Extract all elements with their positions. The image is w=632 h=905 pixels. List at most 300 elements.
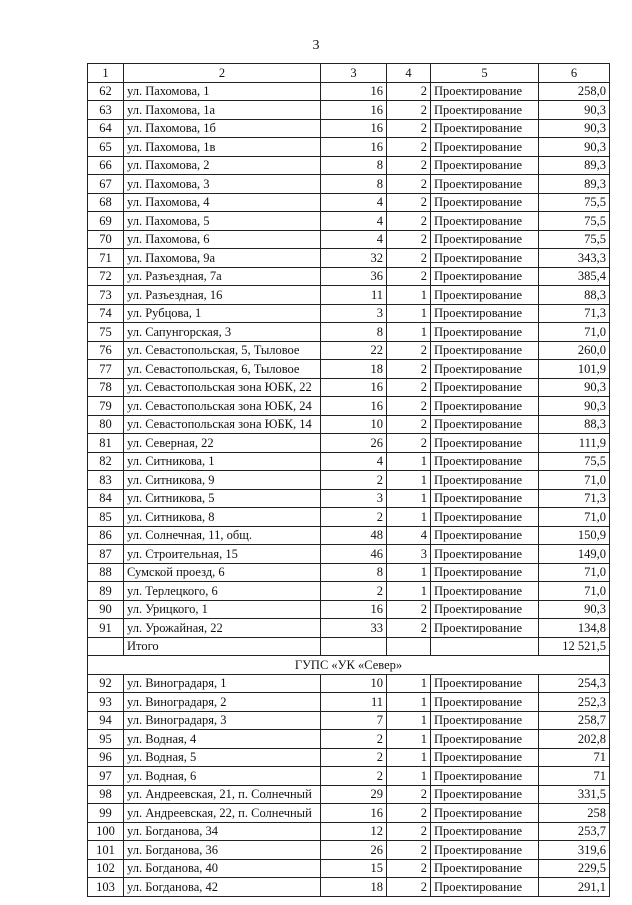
table-cell: ул. Богданова, 42 <box>124 878 321 897</box>
table-cell: 78 <box>88 378 124 397</box>
table-cell: 83 <box>88 471 124 490</box>
table-cell: 71,0 <box>539 508 610 527</box>
table-cell: 16 <box>321 378 387 397</box>
table-cell: 89 <box>88 582 124 601</box>
table-cell: 4 <box>321 452 387 471</box>
table-cell <box>387 637 431 656</box>
table-row <box>88 785 610 804</box>
table-cell: ул. Богданова, 34 <box>124 822 321 841</box>
table-cell: Проектирование <box>431 138 539 157</box>
table-cell: 1 <box>387 471 431 490</box>
table-cell: 32 <box>321 249 387 268</box>
table-cell: 2 <box>387 212 431 231</box>
table-cell: 2 <box>321 508 387 527</box>
table-row <box>88 212 610 231</box>
table-cell: Проектирование <box>431 619 539 638</box>
table-cell: 70 <box>88 230 124 249</box>
table-row <box>88 138 610 157</box>
table-cell: 88,3 <box>539 286 610 305</box>
table-cell: Проектирование <box>431 878 539 897</box>
table-cell: 101,9 <box>539 360 610 379</box>
table-cell: 85 <box>88 508 124 527</box>
table-cell: ул. Пахомова, 1а <box>124 101 321 120</box>
table-cell: 10 <box>321 674 387 693</box>
table-cell: 26 <box>321 434 387 453</box>
table-cell: Проектирование <box>431 304 539 323</box>
table-cell: 2 <box>387 804 431 823</box>
table-cell: ул. Водная, 4 <box>124 730 321 749</box>
table-cell: ул. Андреевская, 22, п. Солнечный <box>124 804 321 823</box>
table-cell: 2 <box>321 471 387 490</box>
table-cell: 36 <box>321 267 387 286</box>
table-row <box>88 101 610 120</box>
table-cell: 2 <box>387 841 431 860</box>
table-cell: 2 <box>387 378 431 397</box>
column-header: 3 <box>321 64 387 83</box>
table-cell: ул. Пахомова, 1 <box>124 82 321 101</box>
table-row <box>88 415 610 434</box>
table-cell: Проектирование <box>431 360 539 379</box>
table-cell: 111,9 <box>539 434 610 453</box>
table-cell: 96 <box>88 748 124 767</box>
table-cell: Проектирование <box>431 508 539 527</box>
table-row <box>88 304 610 323</box>
table-cell: 3 <box>321 304 387 323</box>
table-cell: Проектирование <box>431 82 539 101</box>
table-cell: 1 <box>387 286 431 305</box>
table-cell: 66 <box>88 156 124 175</box>
total-value: 12 521,5 <box>539 637 610 656</box>
table-cell: ул. Разъездная, 7а <box>124 267 321 286</box>
table-cell: 101 <box>88 841 124 860</box>
table-cell: 71 <box>539 748 610 767</box>
table-row <box>88 563 610 582</box>
table-cell: 91 <box>88 619 124 638</box>
table-cell: Проектирование <box>431 175 539 194</box>
table-cell: Проектирование <box>431 434 539 453</box>
table-cell: 8 <box>321 156 387 175</box>
table-cell: 2 <box>387 267 431 286</box>
table-row <box>88 193 610 212</box>
table-cell: 2 <box>387 822 431 841</box>
table-cell: 103 <box>88 878 124 897</box>
table-cell: 12 <box>321 822 387 841</box>
table-cell: 62 <box>88 82 124 101</box>
table-cell: 7 <box>321 711 387 730</box>
table-cell: 75,5 <box>539 230 610 249</box>
table-cell: Проектирование <box>431 711 539 730</box>
total-row <box>88 637 610 656</box>
table-cell: ул. Виноградаря, 3 <box>124 711 321 730</box>
column-header: 6 <box>539 64 610 83</box>
table-cell: Проектирование <box>431 471 539 490</box>
table-cell: ул. Ситникова, 1 <box>124 452 321 471</box>
table-cell: ул. Пахомова, 3 <box>124 175 321 194</box>
table-cell: ул. Сапунгорская, 3 <box>124 323 321 342</box>
table-cell: 46 <box>321 545 387 564</box>
table-cell: 2 <box>387 397 431 416</box>
table-cell: 90 <box>88 600 124 619</box>
table-cell: 2 <box>321 730 387 749</box>
table-cell: Проектирование <box>431 859 539 878</box>
table-cell: 90,3 <box>539 119 610 138</box>
table-cell: Сумской проезд, 6 <box>124 563 321 582</box>
table-cell: 100 <box>88 822 124 841</box>
table-cell: 90,3 <box>539 397 610 416</box>
table-cell: 2 <box>387 600 431 619</box>
table-cell: Проектирование <box>431 378 539 397</box>
table-cell: ул. Солнечная, 11, общ. <box>124 526 321 545</box>
table-cell: 63 <box>88 101 124 120</box>
column-header: 4 <box>387 64 431 83</box>
table-cell: 75,5 <box>539 193 610 212</box>
table-row <box>88 545 610 564</box>
table-cell: 71,3 <box>539 304 610 323</box>
table-cell: 2 <box>387 859 431 878</box>
table-cell: ул. Урожайная, 22 <box>124 619 321 638</box>
table-cell: 74 <box>88 304 124 323</box>
table-cell: 1 <box>387 748 431 767</box>
table-cell: 29 <box>321 785 387 804</box>
table-cell: 90,3 <box>539 138 610 157</box>
table-cell: 71,3 <box>539 489 610 508</box>
table-cell: 2 <box>387 193 431 212</box>
table-row <box>88 156 610 175</box>
table-row <box>88 767 610 786</box>
table-cell: 92 <box>88 674 124 693</box>
table-cell: ул. Рубцова, 1 <box>124 304 321 323</box>
table-row <box>88 267 610 286</box>
table-cell: 385,4 <box>539 267 610 286</box>
table-cell: 2 <box>387 878 431 897</box>
table-cell: 2 <box>387 119 431 138</box>
table-body <box>88 64 610 897</box>
table-cell: 71 <box>88 249 124 268</box>
table-cell: Проектирование <box>431 804 539 823</box>
table-cell: 1 <box>387 508 431 527</box>
table-cell: 73 <box>88 286 124 305</box>
table-row <box>88 508 610 527</box>
table-cell: 81 <box>88 434 124 453</box>
table-cell: Проектирование <box>431 452 539 471</box>
table-cell: 2 <box>387 619 431 638</box>
table-cell: Проектирование <box>431 323 539 342</box>
table-cell: Проектирование <box>431 582 539 601</box>
table-cell: 2 <box>387 230 431 249</box>
table-cell: 82 <box>88 452 124 471</box>
table-cell: 252,3 <box>539 693 610 712</box>
table-cell: 75,5 <box>539 452 610 471</box>
table-row <box>88 693 610 712</box>
table-cell: 15 <box>321 859 387 878</box>
table-cell: Проектирование <box>431 101 539 120</box>
table-cell: Проектирование <box>431 212 539 231</box>
table-cell: Проектирование <box>431 526 539 545</box>
table-cell: 48 <box>321 526 387 545</box>
table-cell: 90,3 <box>539 378 610 397</box>
table-cell: 71,0 <box>539 471 610 490</box>
table-cell: ул. Терлецкого, 6 <box>124 582 321 601</box>
table-cell: 2 <box>387 82 431 101</box>
table-cell: Проектирование <box>431 489 539 508</box>
table-cell: 97 <box>88 767 124 786</box>
table-cell: 26 <box>321 841 387 860</box>
table-cell: Проектирование <box>431 119 539 138</box>
table-row <box>88 323 610 342</box>
table-cell: 90,3 <box>539 600 610 619</box>
table-cell: ул. Виноградаря, 2 <box>124 693 321 712</box>
table-cell: ул. Севастопольская зона ЮБК, 24 <box>124 397 321 416</box>
table-cell: 16 <box>321 600 387 619</box>
table-cell: Проектирование <box>431 415 539 434</box>
table-cell: ул. Севастопольская зона ЮБК, 22 <box>124 378 321 397</box>
table-cell: ул. Пахомова, 4 <box>124 193 321 212</box>
table-row <box>88 619 610 638</box>
table-cell: 22 <box>321 341 387 360</box>
table-row <box>88 526 610 545</box>
table-cell: 88,3 <box>539 415 610 434</box>
table-cell: Проектирование <box>431 822 539 841</box>
table-cell: 258,0 <box>539 82 610 101</box>
table-cell: 16 <box>321 138 387 157</box>
table-cell: 8 <box>321 323 387 342</box>
table-cell: 2 <box>387 175 431 194</box>
table-row <box>88 230 610 249</box>
table-cell: 2 <box>387 360 431 379</box>
table-cell: 71,0 <box>539 582 610 601</box>
table-cell <box>431 637 539 656</box>
table-cell: 71,0 <box>539 323 610 342</box>
table-cell: 1 <box>387 693 431 712</box>
table-cell: 1 <box>387 730 431 749</box>
table-row <box>88 175 610 194</box>
table-cell: 71 <box>539 767 610 786</box>
table-cell: 65 <box>88 138 124 157</box>
table-cell: 67 <box>88 175 124 194</box>
table-cell: 1 <box>387 674 431 693</box>
table-cell: 2 <box>387 101 431 120</box>
table-cell: 1 <box>387 563 431 582</box>
table-cell: 2 <box>387 138 431 157</box>
table-cell: ул. Ситникова, 9 <box>124 471 321 490</box>
table-cell: 2 <box>387 249 431 268</box>
table-cell: ул. Урицкого, 1 <box>124 600 321 619</box>
table-cell: 4 <box>321 212 387 231</box>
column-header: 2 <box>124 64 321 83</box>
table-cell: 89,3 <box>539 156 610 175</box>
table-cell: 80 <box>88 415 124 434</box>
table-cell: 2 <box>321 582 387 601</box>
table-cell: 1 <box>387 767 431 786</box>
table-cell: ул. Пахомова, 9а <box>124 249 321 268</box>
table-cell: 253,7 <box>539 822 610 841</box>
table-cell: Проектирование <box>431 767 539 786</box>
table-cell: Проектирование <box>431 563 539 582</box>
table-cell: 258 <box>539 804 610 823</box>
table-row <box>88 841 610 860</box>
table-cell: ул. Виноградаря, 1 <box>124 674 321 693</box>
table-cell: 2 <box>387 415 431 434</box>
table-cell: 254,3 <box>539 674 610 693</box>
table-cell: 1 <box>387 452 431 471</box>
table-row <box>88 582 610 601</box>
table-cell: 75,5 <box>539 212 610 231</box>
table-cell: 10 <box>321 415 387 434</box>
table-header-row <box>88 64 610 83</box>
table-cell: 98 <box>88 785 124 804</box>
table-cell: 89,3 <box>539 175 610 194</box>
table-cell: 4 <box>387 526 431 545</box>
table-cell: 319,6 <box>539 841 610 860</box>
table-cell: 2 <box>387 341 431 360</box>
table-cell: 64 <box>88 119 124 138</box>
table-cell: Проектирование <box>431 545 539 564</box>
section-title: ГУПС «УК «Север» <box>88 656 610 675</box>
table-row <box>88 434 610 453</box>
table-cell: 16 <box>321 101 387 120</box>
table-cell: 102 <box>88 859 124 878</box>
table-cell <box>88 637 124 656</box>
table-cell: Проектирование <box>431 249 539 268</box>
table-row <box>88 452 610 471</box>
table-row <box>88 730 610 749</box>
table-row <box>88 748 610 767</box>
table-cell: 1 <box>387 582 431 601</box>
table-cell: 134,8 <box>539 619 610 638</box>
table-row <box>88 822 610 841</box>
table-cell: 94 <box>88 711 124 730</box>
table-row <box>88 82 610 101</box>
table-cell: ул. Ситникова, 5 <box>124 489 321 508</box>
table-cell: ул. Богданова, 36 <box>124 841 321 860</box>
table-cell: 260,0 <box>539 341 610 360</box>
table-cell: 229,5 <box>539 859 610 878</box>
table-cell: 18 <box>321 360 387 379</box>
table-cell: 4 <box>321 230 387 249</box>
table-cell: 68 <box>88 193 124 212</box>
table-cell: 72 <box>88 267 124 286</box>
table-cell: ул. Пахомова, 1б <box>124 119 321 138</box>
table-cell: ул. Севастопольская, 5, Тыловое <box>124 341 321 360</box>
table-cell: Проектирование <box>431 785 539 804</box>
table-cell: 77 <box>88 360 124 379</box>
table-cell: ул. Пахомова, 1в <box>124 138 321 157</box>
table-cell: 1 <box>387 304 431 323</box>
table-cell: 69 <box>88 212 124 231</box>
table-row <box>88 489 610 508</box>
table-cell: 90,3 <box>539 101 610 120</box>
table-cell: Проектирование <box>431 286 539 305</box>
table-cell: Проектирование <box>431 841 539 860</box>
table-cell: 86 <box>88 526 124 545</box>
table-row <box>88 249 610 268</box>
table-cell: Проектирование <box>431 693 539 712</box>
table-cell: ул. Водная, 6 <box>124 767 321 786</box>
table-cell: Проектирование <box>431 397 539 416</box>
table-row <box>88 878 610 897</box>
table-cell: 16 <box>321 82 387 101</box>
table-cell: Проектирование <box>431 230 539 249</box>
table-cell: 8 <box>321 175 387 194</box>
table-cell: 2 <box>321 767 387 786</box>
table-cell: 33 <box>321 619 387 638</box>
table-cell: Проектирование <box>431 674 539 693</box>
table-cell: Проектирование <box>431 730 539 749</box>
table-cell: 76 <box>88 341 124 360</box>
page-number: 3 <box>312 38 320 53</box>
table-cell: 11 <box>321 286 387 305</box>
table-cell: ул. Водная, 5 <box>124 748 321 767</box>
table-cell: 3 <box>387 545 431 564</box>
section-row <box>88 656 610 675</box>
table-cell: ул. Пахомова, 2 <box>124 156 321 175</box>
table-cell: 16 <box>321 804 387 823</box>
table-cell: 343,3 <box>539 249 610 268</box>
table-cell: Проектирование <box>431 267 539 286</box>
table-cell: 2 <box>387 434 431 453</box>
table-row <box>88 119 610 138</box>
table-cell: 149,0 <box>539 545 610 564</box>
table-cell: 93 <box>88 693 124 712</box>
table-cell: ул. Ситникова, 8 <box>124 508 321 527</box>
table-row <box>88 286 610 305</box>
table-cell: 202,8 <box>539 730 610 749</box>
table-cell: 11 <box>321 693 387 712</box>
table-row <box>88 471 610 490</box>
table-cell: 16 <box>321 397 387 416</box>
data-table <box>87 63 610 897</box>
table-cell: Проектирование <box>431 156 539 175</box>
table-row <box>88 711 610 730</box>
table-cell: 99 <box>88 804 124 823</box>
table-cell: 2 <box>387 785 431 804</box>
column-header: 5 <box>431 64 539 83</box>
table-cell: 88 <box>88 563 124 582</box>
table-cell: 75 <box>88 323 124 342</box>
table-cell: 84 <box>88 489 124 508</box>
table-cell: 3 <box>321 489 387 508</box>
table-cell: ул. Северная, 22 <box>124 434 321 453</box>
table-cell: ул. Пахомова, 6 <box>124 230 321 249</box>
table-cell: Проектирование <box>431 193 539 212</box>
table-row <box>88 859 610 878</box>
table-cell: 2 <box>387 156 431 175</box>
table-row <box>88 341 610 360</box>
table-cell: ул. Севастопольская, 6, Тыловое <box>124 360 321 379</box>
table-cell: ул. Богданова, 40 <box>124 859 321 878</box>
table-cell: 1 <box>387 711 431 730</box>
total-label: Итого <box>124 637 321 656</box>
table-cell: 16 <box>321 119 387 138</box>
table-row <box>88 674 610 693</box>
table-cell: ул. Пахомова, 5 <box>124 212 321 231</box>
table-cell: 8 <box>321 563 387 582</box>
table-cell: 95 <box>88 730 124 749</box>
table-row <box>88 600 610 619</box>
table-cell: 87 <box>88 545 124 564</box>
table-cell: 18 <box>321 878 387 897</box>
table-cell: 1 <box>387 323 431 342</box>
table-cell: Проектирование <box>431 600 539 619</box>
table-cell: 71,0 <box>539 563 610 582</box>
table-cell: 150,9 <box>539 526 610 545</box>
table-cell: ул. Севастопольская зона ЮБК, 14 <box>124 415 321 434</box>
table-cell: 2 <box>321 748 387 767</box>
table-cell: 331,5 <box>539 785 610 804</box>
table-row <box>88 397 610 416</box>
table-cell: 1 <box>387 489 431 508</box>
table-row <box>88 378 610 397</box>
